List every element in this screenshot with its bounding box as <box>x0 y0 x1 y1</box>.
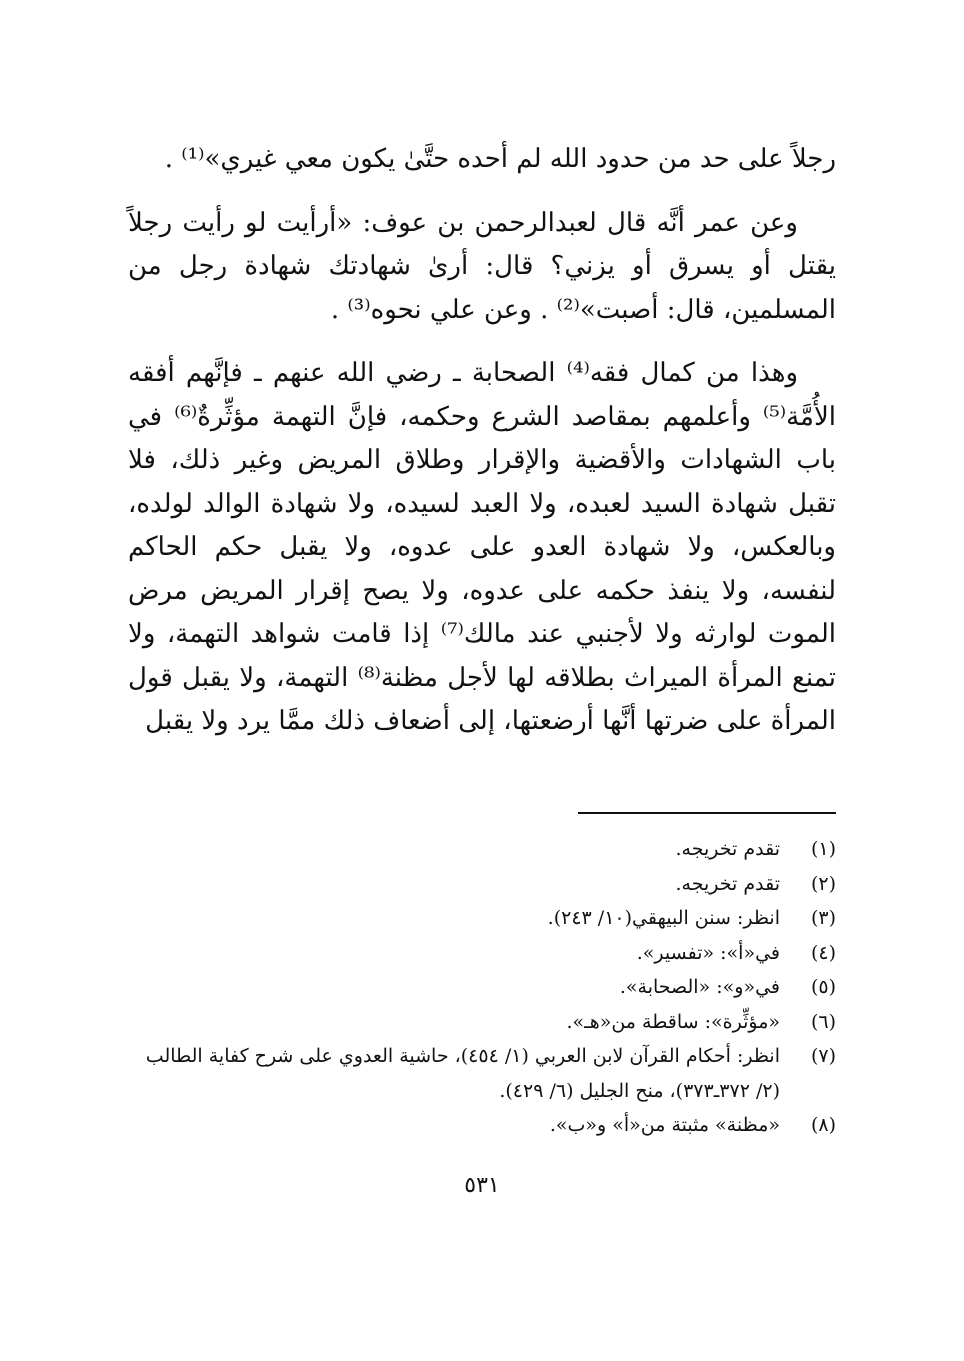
footnote-text: انظر: أحكام القرآن لابن العربي (١/ ٤٥٤)، حاشية العدوي على شرح كفاية الطالب (٢/ ٣٧٢ـ٣٧٣)، منح الجليل (٦/ ٤٢٩). <box>145 1045 780 1102</box>
footnote-8 <box>128 1108 836 1143</box>
footnote-number: (٨) <box>810 1114 836 1136</box>
page-number: ٥٣١ <box>464 1173 500 1198</box>
footnote-7 <box>128 1039 836 1108</box>
paragraph-1: رجلاً على حد من حدود الله لم أحده حتَّىٰ يكون معي غيري»⁽¹⁾ . <box>164 144 836 174</box>
footnote-text: «مظنة» مثبتة من«أ» و«ب». <box>549 1114 780 1136</box>
footnote-divider <box>578 812 836 814</box>
footnote-1 <box>128 832 836 867</box>
footnote-text: في«و»: «الصحابة». <box>619 976 780 998</box>
footnote-text: انظر: سنن البيهقي(١٠/ ٢٤٣). <box>547 907 780 929</box>
footnote-number: (٦) <box>810 1010 836 1033</box>
footnote-number: (٤) <box>810 941 836 964</box>
footnote-number: (١) <box>810 838 836 860</box>
footnote-text: تقدم تخريجه. <box>675 838 780 860</box>
paragraph-2: وعن عمر أنَّه قال لعبدالرحمن بن عوف: «أرأيت لو رأيت رجلاً يقتل أو يسرق أو يزني؟ قال: أرىٰ شهادتك شهادة رجل من المسلمين، قال: أصبت»⁽²⁾ . وعن علي نحوه⁽³⁾ . <box>128 207 836 325</box>
footnote-text: تقدم تخريجه. <box>675 872 780 895</box>
footnote-text: في«أ»: «تفسير». <box>636 941 780 964</box>
footnote-5 <box>128 970 836 1005</box>
footnote-text: «مؤثِّرة»: ساقطة من«هـ». <box>566 1010 780 1033</box>
main-text <box>128 138 836 744</box>
footnote-number: (٥) <box>810 976 836 998</box>
footnote-number: (٧) <box>810 1045 836 1067</box>
footnote-6 <box>128 1005 836 1040</box>
footnote-number: (٢) <box>810 872 836 895</box>
paragraph-3: وهذا من كمال فقه⁽⁴⁾ الصحابة ـ رضي الله عنهم ـ فإنَّهم أفقه الأُمَّة⁽⁵⁾ وأعلمهم بمقاصد الشرع وحكمه، فإنَّ التهمة مؤثِّرةٌ⁽⁶⁾ في باب الشهادات والأقضية والإقرار وطلاق المريض وغير ذلك، فلا تقبل شهادة السيد لعبده، ولا العبد لسيده، ولا شهادة الوالد لولده، وبالعكس، ولا شهادة العدو على عدوه، ولا يقبل حكم الحاكم لنفسه، ولا ينفذ حكمه على عدوه، ولا يصح إقرار المريض مرض الموت لوارثه ولا لأجنبي عند مالك⁽⁷⁾ إذا قامت شواهد التهمة، ولا تمنع المرأة الميراث بطلاقه لها لأجل مظنة⁽⁸⁾ التهمة، ولا يقبل قول المرأة على ضرتها أنَّها أرضعتها، إلى أضعاف ذلك ممَّا يرد ولا يقبل <box>128 358 837 736</box>
footnote-3 <box>128 901 836 936</box>
footnote-4 <box>128 936 836 971</box>
footnote-number: (٣) <box>810 907 836 929</box>
footnote-2 <box>128 867 836 902</box>
footnotes-section <box>128 832 836 1143</box>
